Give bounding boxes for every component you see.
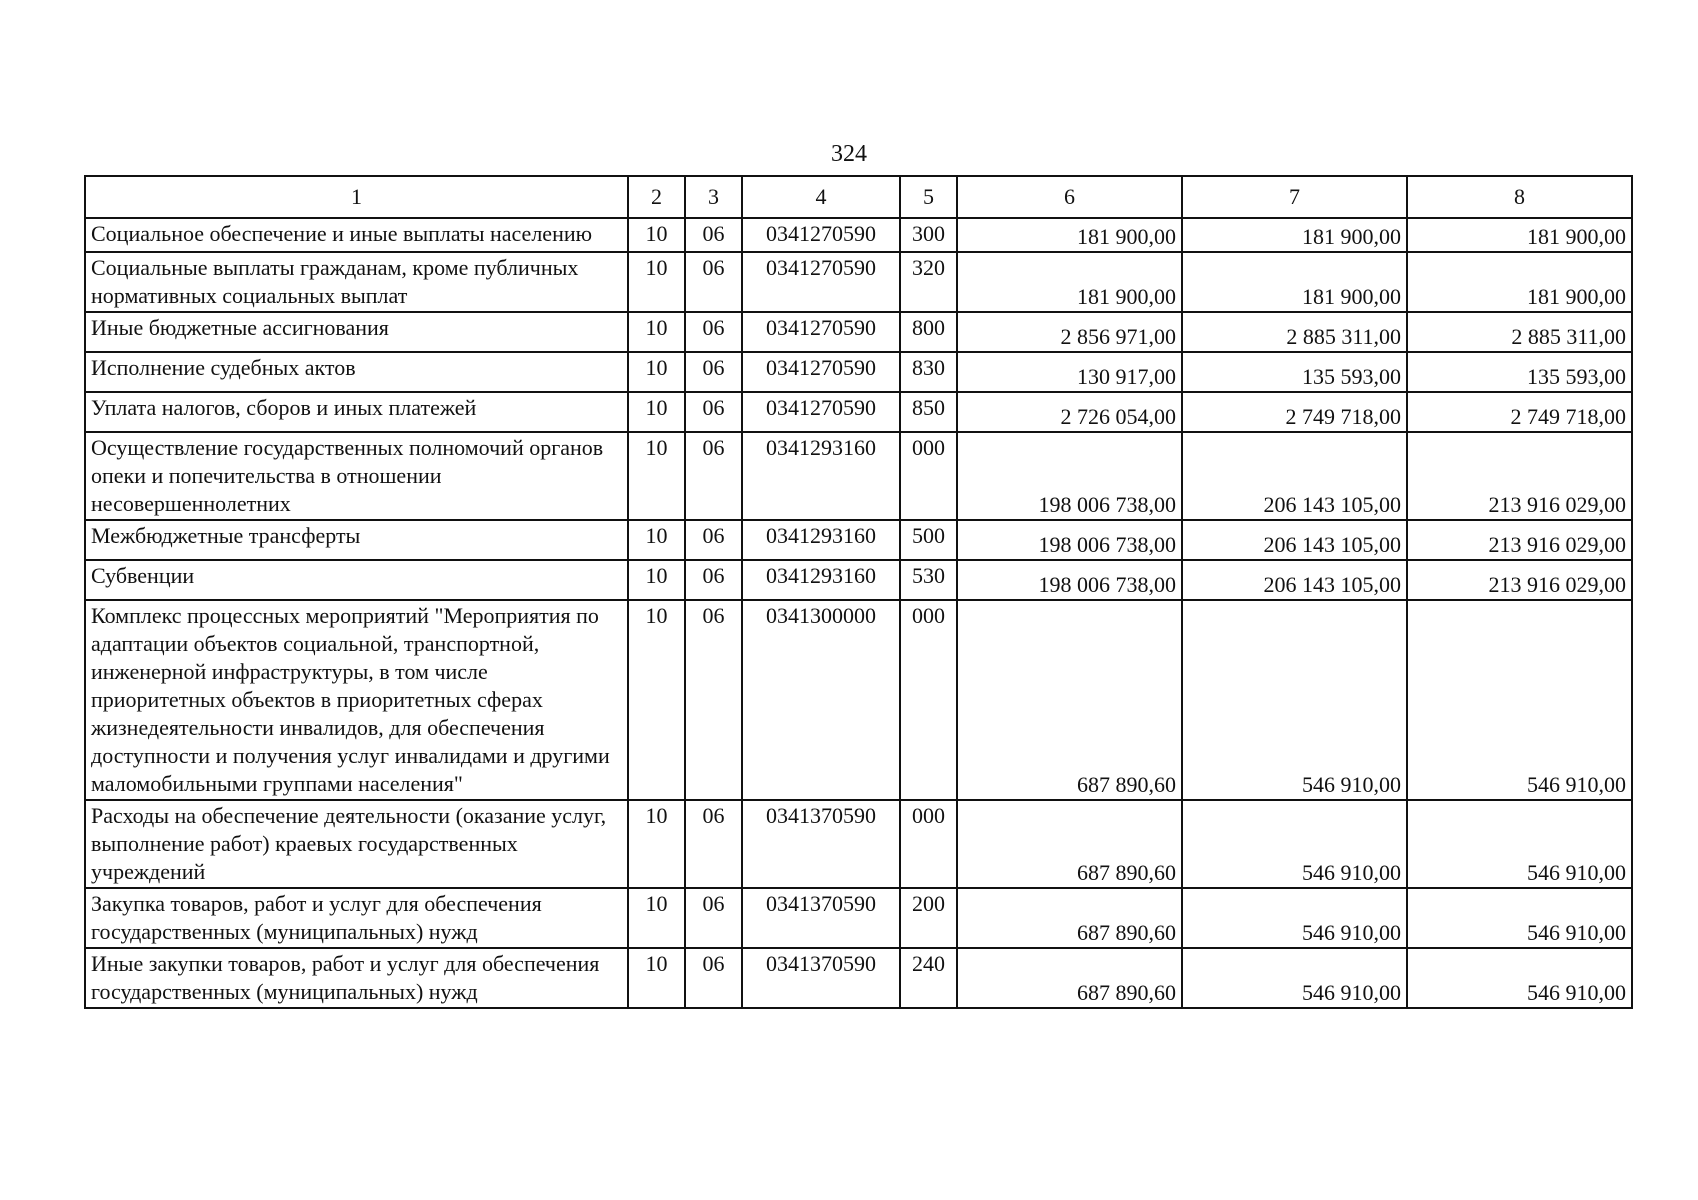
column-header: 2 — [628, 176, 685, 218]
row-target-code: 0341270590 — [742, 252, 900, 312]
row-expense-type: 300 — [900, 218, 957, 252]
column-header-row — [85, 176, 1632, 218]
table-row — [85, 800, 1632, 888]
row-name: Исполнение судебных актов — [85, 352, 628, 392]
row-amount-col6: 181 900,00 — [957, 218, 1182, 252]
row-subsection: 06 — [685, 520, 742, 560]
table-row — [85, 392, 1632, 432]
row-section: 10 — [628, 352, 685, 392]
row-subsection: 06 — [685, 218, 742, 252]
row-amount-col8: 213 916 029,00 — [1407, 432, 1632, 520]
table-row — [85, 432, 1632, 520]
table-row — [85, 520, 1632, 560]
row-target-code: 0341270590 — [742, 392, 900, 432]
row-amount-col7: 546 910,00 — [1182, 948, 1407, 1008]
row-amount-col8: 546 910,00 — [1407, 800, 1632, 888]
row-amount-col6: 130 917,00 — [957, 352, 1182, 392]
row-target-code: 0341370590 — [742, 888, 900, 948]
row-amount-col6: 687 890,60 — [957, 800, 1182, 888]
row-name: Расходы на обеспечение деятельности (оказание услуг, выполнение работ) краевых государственных учреждений — [85, 800, 628, 888]
column-header: 3 — [685, 176, 742, 218]
table-row — [85, 312, 1632, 352]
page-number: 324 — [831, 141, 867, 167]
row-target-code: 0341270590 — [742, 218, 900, 252]
row-expense-type: 000 — [900, 800, 957, 888]
row-target-code: 0341293160 — [742, 432, 900, 520]
row-subsection: 06 — [685, 432, 742, 520]
row-amount-col7: 546 910,00 — [1182, 800, 1407, 888]
row-expense-type: 240 — [900, 948, 957, 1008]
row-section: 10 — [628, 218, 685, 252]
table-row — [85, 252, 1632, 312]
table-row — [85, 600, 1632, 800]
row-target-code: 0341370590 — [742, 948, 900, 1008]
row-section: 10 — [628, 800, 685, 888]
row-section: 10 — [628, 252, 685, 312]
row-amount-col6: 687 890,60 — [957, 888, 1182, 948]
row-amount-col6: 181 900,00 — [957, 252, 1182, 312]
row-amount-col8: 546 910,00 — [1407, 600, 1632, 800]
column-header: 6 — [957, 176, 1182, 218]
row-expense-type: 850 — [900, 392, 957, 432]
row-name: Уплата налогов, сборов и иных платежей — [85, 392, 628, 432]
column-header: 1 — [85, 176, 628, 218]
row-subsection: 06 — [685, 948, 742, 1008]
table-row — [85, 218, 1632, 252]
row-section: 10 — [628, 948, 685, 1008]
row-expense-type: 500 — [900, 520, 957, 560]
row-amount-col7: 546 910,00 — [1182, 888, 1407, 948]
row-target-code: 0341270590 — [742, 312, 900, 352]
row-amount-col7: 206 143 105,00 — [1182, 520, 1407, 560]
row-amount-col6: 2 726 054,00 — [957, 392, 1182, 432]
row-amount-col6: 2 856 971,00 — [957, 312, 1182, 352]
row-subsection: 06 — [685, 352, 742, 392]
row-subsection: 06 — [685, 600, 742, 800]
row-target-code: 0341270590 — [742, 352, 900, 392]
column-header: 4 — [742, 176, 900, 218]
row-name: Иные закупки товаров, работ и услуг для обеспечения государственных (муниципальных) нужд — [85, 948, 628, 1008]
row-expense-type: 320 — [900, 252, 957, 312]
row-section: 10 — [628, 600, 685, 800]
table-row — [85, 352, 1632, 392]
row-amount-col7: 135 593,00 — [1182, 352, 1407, 392]
row-name: Субвенции — [85, 560, 628, 600]
row-section: 10 — [628, 432, 685, 520]
table-row — [85, 888, 1632, 948]
row-expense-type: 530 — [900, 560, 957, 600]
row-subsection: 06 — [685, 312, 742, 352]
row-name: Межбюджетные трансферты — [85, 520, 628, 560]
row-amount-col7: 2 749 718,00 — [1182, 392, 1407, 432]
row-expense-type: 000 — [900, 600, 957, 800]
row-name: Иные бюджетные ассигнования — [85, 312, 628, 352]
row-amount-col6: 198 006 738,00 — [957, 520, 1182, 560]
row-amount-col6: 687 890,60 — [957, 948, 1182, 1008]
row-amount-col8: 181 900,00 — [1407, 218, 1632, 252]
column-header: 7 — [1182, 176, 1407, 218]
row-subsection: 06 — [685, 392, 742, 432]
row-section: 10 — [628, 888, 685, 948]
row-amount-col8: 213 916 029,00 — [1407, 560, 1632, 600]
row-amount-col6: 198 006 738,00 — [957, 560, 1182, 600]
row-target-code: 0341300000 — [742, 600, 900, 800]
table-row — [85, 560, 1632, 600]
row-subsection: 06 — [685, 888, 742, 948]
row-expense-type: 000 — [900, 432, 957, 520]
row-amount-col8: 181 900,00 — [1407, 252, 1632, 312]
row-amount-col7: 206 143 105,00 — [1182, 560, 1407, 600]
row-section: 10 — [628, 560, 685, 600]
row-expense-type: 830 — [900, 352, 957, 392]
row-amount-col8: 2 885 311,00 — [1407, 312, 1632, 352]
row-subsection: 06 — [685, 252, 742, 312]
row-name: Закупка товаров, работ и услуг для обеспечения государственных (муниципальных) нужд — [85, 888, 628, 948]
row-name: Социальное обеспечение и иные выплаты населению — [85, 218, 628, 252]
row-section: 10 — [628, 392, 685, 432]
table-row — [85, 948, 1632, 1008]
row-name: Осуществление государственных полномочий органов опеки и попечительства в отношении несовершеннолетних — [85, 432, 628, 520]
row-amount-col8: 546 910,00 — [1407, 948, 1632, 1008]
row-amount-col6: 687 890,60 — [957, 600, 1182, 800]
row-section: 10 — [628, 312, 685, 352]
column-header: 8 — [1407, 176, 1632, 218]
row-amount-col8: 546 910,00 — [1407, 888, 1632, 948]
row-target-code: 0341293160 — [742, 560, 900, 600]
row-subsection: 06 — [685, 560, 742, 600]
row-subsection: 06 — [685, 800, 742, 888]
budget-table — [84, 175, 1633, 1009]
row-amount-col7: 2 885 311,00 — [1182, 312, 1407, 352]
row-expense-type: 200 — [900, 888, 957, 948]
row-amount-col8: 135 593,00 — [1407, 352, 1632, 392]
row-amount-col6: 198 006 738,00 — [957, 432, 1182, 520]
row-target-code: 0341370590 — [742, 800, 900, 888]
row-amount-col7: 181 900,00 — [1182, 252, 1407, 312]
row-amount-col7: 181 900,00 — [1182, 218, 1407, 252]
row-name: Комплекс процессных мероприятий "Мероприятия по адаптации объектов социальной, транспортной, инженерной инфраструктуры, в том числе приоритетных объектов в приоритетных сферах жизнедеятельности инвалидов, для обеспечения доступности и получения услуг инвалидами и другими маломобильными группами населения" — [85, 600, 628, 800]
row-name: Социальные выплаты гражданам, кроме публичных нормативных социальных выплат — [85, 252, 628, 312]
row-section: 10 — [628, 520, 685, 560]
row-amount-col8: 2 749 718,00 — [1407, 392, 1632, 432]
row-amount-col7: 546 910,00 — [1182, 600, 1407, 800]
row-amount-col7: 206 143 105,00 — [1182, 432, 1407, 520]
row-expense-type: 800 — [900, 312, 957, 352]
row-amount-col8: 213 916 029,00 — [1407, 520, 1632, 560]
row-target-code: 0341293160 — [742, 520, 900, 560]
column-header: 5 — [900, 176, 957, 218]
